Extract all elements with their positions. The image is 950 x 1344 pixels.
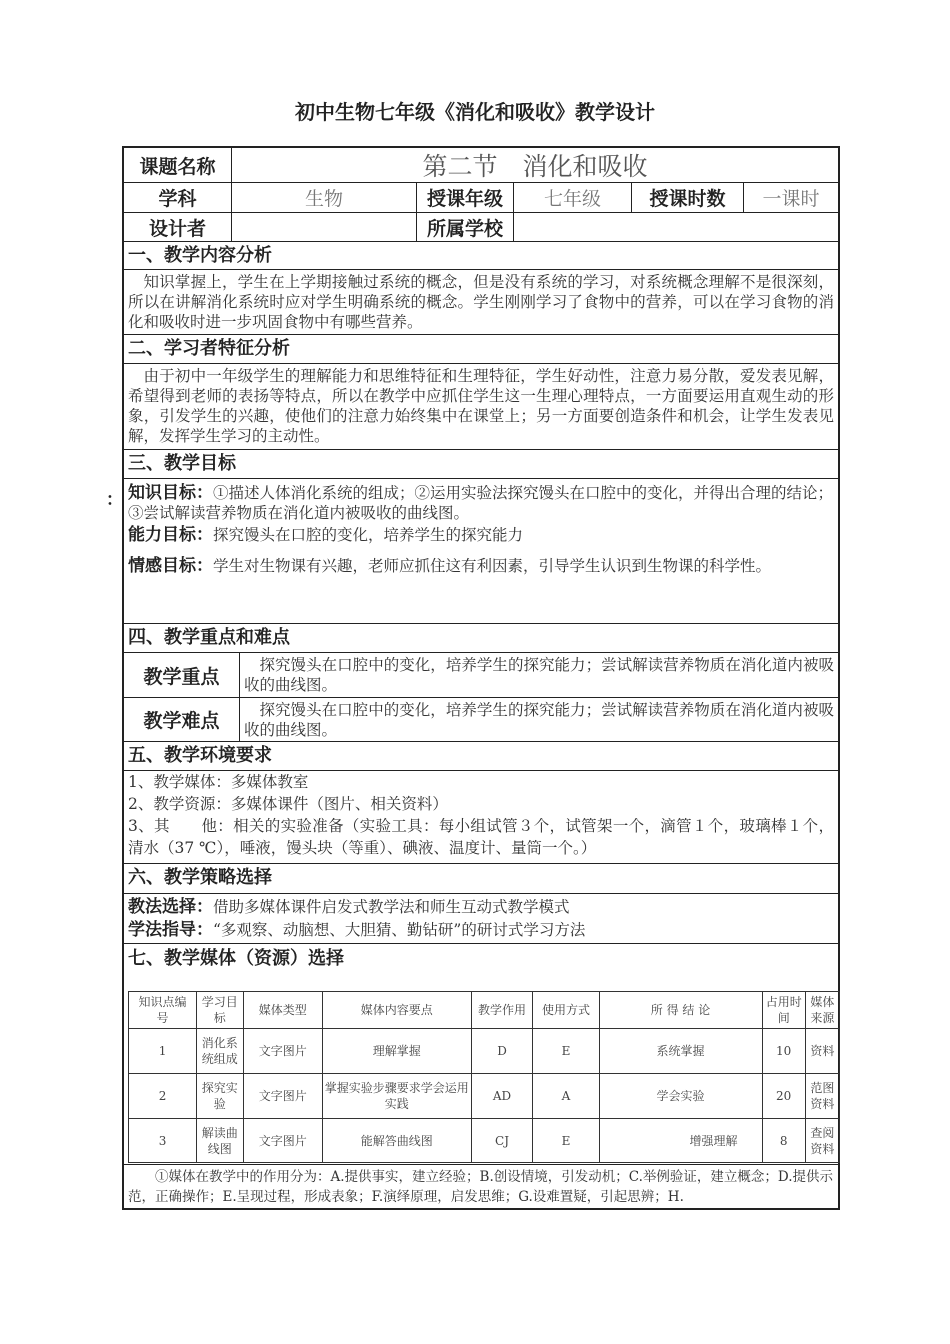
table-cell: 10	[762, 1029, 805, 1074]
media-table-header-row	[129, 992, 840, 1029]
bullet-mark: ：	[106, 490, 123, 510]
difficulty-label: 教学难点	[143, 710, 220, 732]
section6-title: 六、教学策略选择	[128, 867, 272, 888]
table-row	[129, 1119, 840, 1163]
designer-row	[124, 213, 838, 242]
section4-title: 四、教学重点和难点	[128, 627, 290, 648]
key-point-text: 探究馒头在口腔中的变化，培养学生的探究能力；尝试解读营养物质在消化道内被吸收的曲线图。	[244, 656, 834, 694]
subject-label: 学科	[158, 188, 197, 210]
footnote-text: ①媒体在教学中的作用分为：A.提供事实，建立经验；B.创设情境，引发动机；C.举例验证，建立概念；D.提供示范，正确操作；E.呈现过程，形成表象；F.演绎原理，启发思维；G.设难置疑，引起思辨；H.	[128, 1169, 834, 1205]
topic-label: 课题名称	[139, 155, 216, 178]
table-cell: E	[533, 1029, 599, 1074]
ability-goal-label: 能力目标：	[128, 525, 213, 545]
study-text: “多观察、动脑想、大胆猜、勤钻研”的研讨式学习方法	[213, 921, 586, 939]
table-cell: D	[471, 1029, 533, 1074]
topic-row	[124, 148, 838, 183]
media-table	[128, 991, 840, 1163]
table-cell: 消化系统组成	[197, 1029, 243, 1074]
knowledge-goal-label: 知识目标：	[128, 483, 213, 503]
knowledge-goal-text: ①描述人体消化系统的组成；②运用实验法探究馒头在口腔中的变化，并得出合理的结论；③尝试解读营养物质在消化道内被吸收的曲线图。	[128, 484, 834, 522]
table-cell: 探究实验	[197, 1074, 243, 1119]
ability-goal-text: 探究馒头在口腔的变化，培养学生的探究能力	[213, 526, 524, 544]
section3-title: 三、教学目标	[128, 453, 236, 474]
table-cell: 文字图片	[243, 1074, 322, 1119]
emotion-goal-label: 情感目标：	[128, 556, 213, 576]
table-cell: 3	[129, 1119, 197, 1163]
study-line	[124, 919, 838, 942]
subject-value: 生物	[304, 188, 343, 210]
section5-title: 五、教学环境要求	[128, 745, 272, 766]
section3-body	[106, 479, 838, 624]
section5-header	[124, 742, 838, 771]
hours-label: 授课时数	[649, 188, 726, 210]
col-header: 媒体内容要点	[322, 992, 471, 1029]
env-line-1: 1、教学媒体：多媒体教室	[128, 773, 309, 791]
section2-body	[124, 364, 838, 450]
footnote-block	[124, 1164, 838, 1207]
section5-body	[124, 771, 838, 864]
difficulty-text: 探究馒头在口腔中的变化，培养学生的探究能力；尝试解读营养物质在消化道内被吸收的曲线图。	[244, 701, 834, 739]
table-cell: 解读曲线图	[197, 1119, 243, 1163]
table-cell: AD	[471, 1074, 533, 1119]
key-point-label: 教学重点	[143, 665, 220, 688]
env-line-2: 2、教学资源：多媒体课件（图片、相关资料）	[128, 795, 448, 813]
table-cell: 文字图片	[243, 1029, 322, 1074]
table-cell: 20	[762, 1074, 805, 1119]
emotion-goal	[124, 547, 838, 585]
table-cell: 8	[762, 1119, 805, 1163]
col-header: 知识点编 号	[129, 992, 197, 1029]
hours-value: 一课时	[762, 188, 820, 210]
difficulty-row	[124, 698, 838, 742]
col-header: 学习目标	[197, 992, 243, 1029]
table-cell: 1	[129, 1029, 197, 1074]
table-cell: 资料	[805, 1029, 839, 1074]
table-cell: A	[533, 1074, 599, 1119]
section1-title: 一、教学内容分析	[128, 245, 272, 266]
table-cell: 理解掌握	[322, 1029, 471, 1074]
section4-header	[124, 624, 838, 653]
school-label: 所属学校	[426, 217, 503, 240]
table-cell: 学会实验	[599, 1074, 762, 1119]
table-cell: 范图资料	[805, 1074, 839, 1119]
key-point-row	[124, 653, 838, 698]
section1-body	[124, 270, 838, 335]
section2-title: 二、学习者特征分析	[128, 338, 290, 359]
grade-label: 授课年级	[426, 188, 503, 210]
section6-header	[124, 864, 838, 894]
table-cell: 系统掌握	[599, 1029, 762, 1074]
col-header: 所 得 结 论	[599, 992, 762, 1029]
table-cell: 能解答曲线图	[322, 1119, 471, 1163]
section2-header	[124, 335, 838, 364]
method-line	[124, 896, 838, 919]
col-header: 媒体类型	[243, 992, 322, 1029]
study-label: 学法指导：	[128, 920, 213, 940]
knowledge-goal	[124, 483, 838, 523]
table-row	[129, 1029, 840, 1074]
ability-goal	[124, 523, 838, 547]
section6-body	[124, 894, 838, 944]
table-row	[129, 1074, 840, 1119]
table-cell: E	[533, 1119, 599, 1163]
method-text: 借助多媒体课件启发式教学法和师生互动式教学模式	[213, 898, 570, 916]
grade-value: 七年级	[543, 188, 601, 210]
table-cell: 查阅资料	[805, 1119, 839, 1163]
section7-title: 七、教学媒体（资源）选择	[128, 948, 344, 969]
section2-text: 由于初中一年级学生的理解能力和思维特征和生理特征，学生好动性，注意力易分散，爱发表见解，希望得到老师的表扬等特点，所以在教学中应抓住学生这一生理心理特点，一方面要运用直观生动的形象，引发学生的兴趣，使他们的注意力始终集中在课堂上；另一方面要创造条件和机会，让学生发表见解，发挥学生学习的主动性。	[128, 367, 834, 445]
table-cell: 掌握实验步骤要求学会运用实践	[322, 1074, 471, 1119]
document-title: 初中生物七年级《消化和吸收》教学设计	[295, 100, 655, 124]
topic-value: 第二节 消化和吸收	[422, 152, 648, 181]
col-header: 使用方式	[533, 992, 599, 1029]
table-cell: CJ	[471, 1119, 533, 1163]
emotion-goal-text: 学生对生物课有兴趣，老师应抓住这有利因素，引导学生认识到生物课的科学性。	[213, 557, 772, 575]
table-cell: 2	[129, 1074, 197, 1119]
method-label: 教法选择：	[128, 897, 213, 917]
section7	[124, 944, 838, 1210]
subject-row	[124, 183, 838, 213]
section3-header	[124, 450, 838, 479]
table-cell: 文字图片	[243, 1119, 322, 1163]
col-header: 占用时间	[762, 992, 805, 1029]
col-header: 教学作用	[471, 992, 533, 1029]
design-table	[106, 146, 840, 1210]
section1-text: 知识掌握上，学生在上学期接触过系统的概念，但是没有系统的学习，对系统概念理解不是很深刻，所以在讲解消化系统时应对学生明确系统的概念。学生刚刚学习了食物中的营养，可以在学习食物的消化和吸收时进一步巩固食物中有哪些营养。	[128, 273, 834, 331]
table-cell: 增强理解	[599, 1119, 762, 1163]
env-line-3: 3、其 他：相关的实验准备（实验工具：每小组试管３个，试管架一个，滴管１个，玻璃棒１个，清水（37 ℃），唾液，馒头块（等重）、碘液、温度计、量筒一个。）	[128, 817, 834, 857]
designer-label: 设计者	[148, 217, 206, 240]
col-header: 媒体来源	[805, 992, 839, 1029]
section1-header	[124, 242, 838, 270]
